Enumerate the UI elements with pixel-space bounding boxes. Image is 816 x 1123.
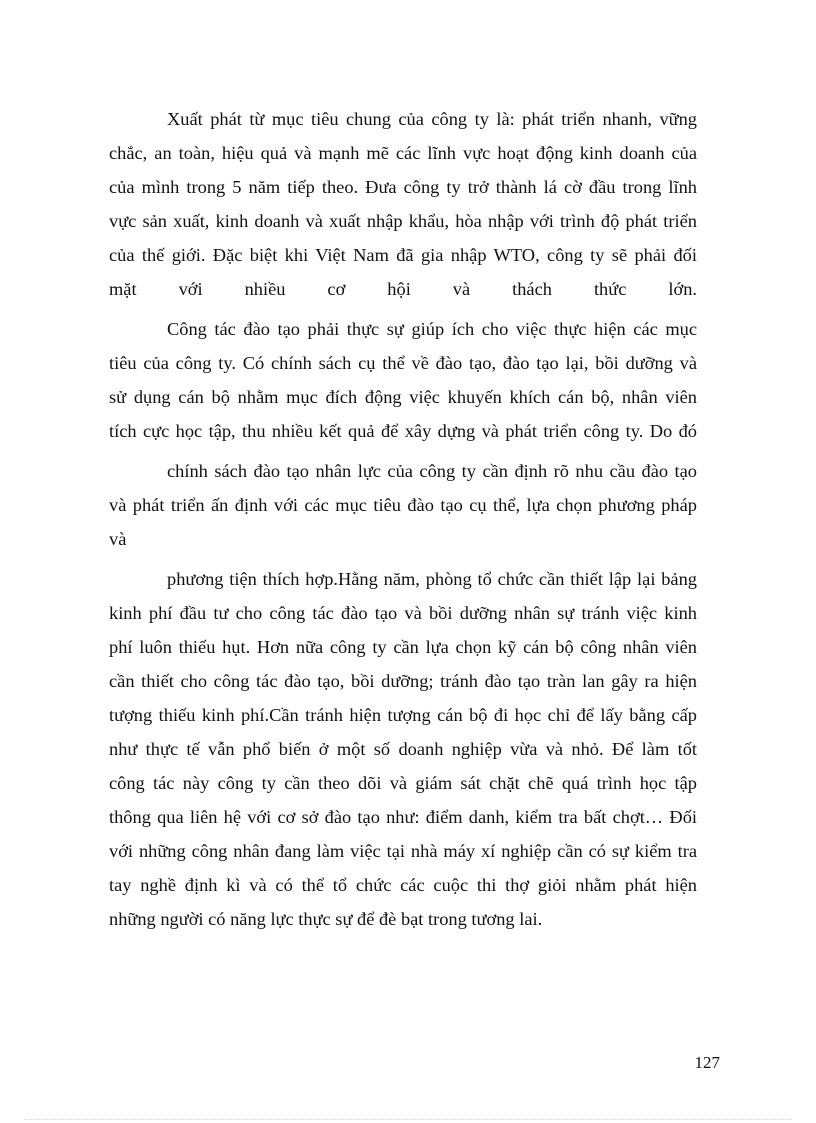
text-line: Xuất phát từ mục tiêu chung của công ty là: phát triển nhanh, vững — [167, 109, 697, 129]
text-line: tiêu của công ty. Có chính sách cụ thể về đào tạo, đào tạo lại, bồi dưỡng và — [109, 353, 697, 373]
text-line: mặt với nhiều cơ hội và thách thức lớn. — [109, 279, 697, 299]
text-line: tượng thiếu kinh phí.Cần tránh hiện tượng cán bộ đi học chỉ để lấy bằng cấp — [109, 705, 697, 725]
text-line: như thực tế vẫn phổ biến ở một số doanh nghiệp vừa và nhỏ. Để làm tốt — [109, 739, 697, 759]
body-text — [109, 102, 697, 936]
text-line: Công tác đào tạo phải thực sự giúp ích cho việc thực hiện các mục — [167, 319, 697, 339]
text-line: của thế giới. Đặc biệt khi Việt Nam đã gia nhập WTO, công ty sẽ phải đối — [109, 245, 697, 265]
text-line: với những công nhân đang làm việc tại nhà máy xí nghiệp cần có sự kiểm tra — [109, 841, 697, 861]
text-line: tay nghề định kì và có thể tổ chức các cuộc thi thợ giỏi nhằm phát hiện — [109, 875, 697, 895]
text-line: chắc, an toàn, hiệu quả và mạnh mẽ các lĩnh vực hoạt động kinh doanh của — [109, 143, 697, 163]
text-line: của mình trong 5 năm tiếp theo. Đưa công ty trở thành lá cờ đầu trong lĩnh — [109, 177, 697, 197]
text-line: kinh phí đầu tư cho công tác đào tạo và bồi dưỡng nhân sự tránh việc kinh — [109, 603, 697, 623]
text-line: cần thiết cho công tác đào tạo, bồi dưỡng; tránh đào tạo tràn lan gây ra hiện — [109, 671, 697, 691]
page-number: 127 — [694, 1053, 720, 1072]
text-line: thông qua liên hệ với cơ sở đào tạo như: điểm danh, kiểm tra bất chợt… Đối — [109, 807, 697, 827]
page-bottom-divider — [24, 1119, 792, 1120]
text-line: chính sách đào tạo nhân lực của công ty cần định rõ nhu cầu đào tạo — [167, 461, 697, 481]
text-line: sử dụng cán bộ nhằm mục đích động việc khuyến khích cán bộ, nhân viên — [109, 387, 697, 407]
text-line: tích cực học tập, thu nhiều kết quả để xây dựng và phát triển công ty. Do đó — [109, 421, 697, 441]
text-line: và — [109, 529, 127, 549]
text-line: và phát triển ấn định với các mục tiêu đào tạo cụ thể, lựa chọn phương pháp — [109, 495, 697, 515]
text-line: phương tiện thích hợp.Hằng năm, phòng tổ chức cần thiết lập lại bảng — [167, 569, 697, 589]
text-line: phí luôn thiếu hụt. Hơn nữa công ty cần lựa chọn kỹ cán bộ công nhân viên — [109, 637, 697, 657]
text-line: những người có năng lực thực sự để đè bạt trong tương lai. — [109, 909, 543, 929]
text-line: vực sản xuất, kinh doanh và xuất nhập khẩu, hòa nhập với trình độ phát triển — [109, 211, 697, 231]
text-line: công tác này công ty cần theo dõi và giám sát chặt chẽ quá trình học tập — [109, 773, 697, 793]
